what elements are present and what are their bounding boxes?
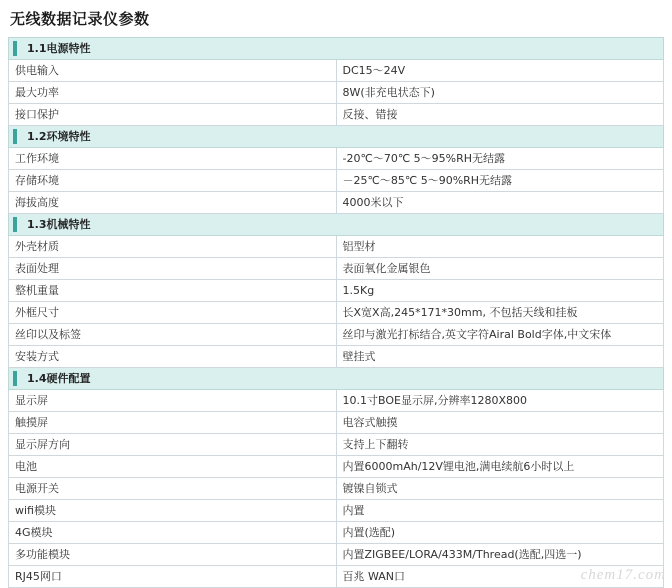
- table-row: [9, 104, 664, 126]
- spec-label: 最大功率: [9, 82, 337, 104]
- section-accent-bar: [13, 217, 17, 232]
- spec-label: RJ45网口: [9, 566, 337, 588]
- spec-value: -20℃～70℃ 5～95%RH无结露: [336, 148, 664, 170]
- section-accent-bar: [13, 129, 17, 144]
- spec-label: wifi模块: [9, 500, 337, 522]
- table-row: [9, 236, 664, 258]
- table-row: [9, 82, 664, 104]
- spec-value: 内置6000mAh/12V锂电池,满电续航6小时以上: [336, 456, 664, 478]
- table-row: [9, 522, 664, 544]
- section-heading: 1.3机械特性: [9, 214, 664, 236]
- spec-value: 内置(选配): [336, 522, 664, 544]
- table-row: [9, 302, 664, 324]
- table-row: [9, 456, 664, 478]
- table-row: [9, 192, 664, 214]
- spec-label: 电源开关: [9, 478, 337, 500]
- spec-label: 整机重量: [9, 280, 337, 302]
- spec-label: 显示屏方向: [9, 434, 337, 456]
- page-title: 无线数据记录仪参数: [10, 10, 150, 28]
- spec-label: 存储环境: [9, 170, 337, 192]
- section-header-row: [9, 214, 664, 236]
- spec-value: 反接、错接: [336, 104, 664, 126]
- spec-value: 4000米以下: [336, 192, 664, 214]
- spec-label: 外框尺寸: [9, 302, 337, 324]
- spec-value: 铝型材: [336, 236, 664, 258]
- spec-value: －25℃～85℃ 5～90%RH无结露: [336, 170, 664, 192]
- spec-value: 10.1寸BOE显示屏,分辨率1280X800: [336, 390, 664, 412]
- spec-label: 外壳材质: [9, 236, 337, 258]
- table-row: [9, 500, 664, 522]
- spec-value: 电容式触摸: [336, 412, 664, 434]
- spec-label: 触摸屏: [9, 412, 337, 434]
- table-row: [9, 280, 664, 302]
- spec-value: 内置ZIGBEE/LORA/433M/Thread(选配,四选一): [336, 544, 664, 566]
- spec-value: 支持上下翻转: [336, 434, 664, 456]
- table-row: [9, 566, 664, 588]
- spec-label: 4G模块: [9, 522, 337, 544]
- spec-value: 1.5Kg: [336, 280, 664, 302]
- table-row: [9, 170, 664, 192]
- section-heading: 1.4硬件配置: [9, 368, 664, 390]
- table-row: [9, 346, 664, 368]
- table-row: [9, 148, 664, 170]
- spec-value: 长X宽X高,245*171*30mm, 不包括天线和挂板: [336, 302, 664, 324]
- spec-table: [8, 37, 664, 588]
- spec-value: 表面氧化金属银色: [336, 258, 664, 280]
- spec-label: 丝印以及标签: [9, 324, 337, 346]
- spec-label: 供电输入: [9, 60, 337, 82]
- spec-label: 显示屏: [9, 390, 337, 412]
- spec-label: 多功能模块: [9, 544, 337, 566]
- table-row: [9, 478, 664, 500]
- spec-value: 百兆 WAN口: [336, 566, 664, 588]
- section-heading: 1.2环境特性: [9, 126, 664, 148]
- spec-value: 壁挂式: [336, 346, 664, 368]
- spec-label: 工作环境: [9, 148, 337, 170]
- spec-value: DC15～24V: [336, 60, 664, 82]
- table-row: [9, 412, 664, 434]
- section-header-row: [9, 368, 664, 390]
- spec-label: 接口保护: [9, 104, 337, 126]
- table-row: [9, 390, 664, 412]
- section-accent-bar: [13, 371, 17, 386]
- spec-value: 丝印与激光打标结合,英文字符Airal Bold字体,中文宋体: [336, 324, 664, 346]
- spec-value: 内置: [336, 500, 664, 522]
- section-heading: 1.1电源特性: [9, 38, 664, 60]
- watermark: chem17.com: [580, 567, 666, 583]
- spec-value: 8W(非充电状态下): [336, 82, 664, 104]
- table-row: [9, 544, 664, 566]
- section-header-row: [9, 38, 664, 60]
- table-row: [9, 258, 664, 280]
- spec-value: 镀镍自锁式: [336, 478, 664, 500]
- table-row: [9, 434, 664, 456]
- table-row: [9, 324, 664, 346]
- spec-label: 海拔高度: [9, 192, 337, 214]
- section-header-row: [9, 126, 664, 148]
- spec-label: 表面处理: [9, 258, 337, 280]
- table-row: [9, 60, 664, 82]
- section-accent-bar: [13, 41, 17, 56]
- spec-label: 安装方式: [9, 346, 337, 368]
- spec-label: 电池: [9, 456, 337, 478]
